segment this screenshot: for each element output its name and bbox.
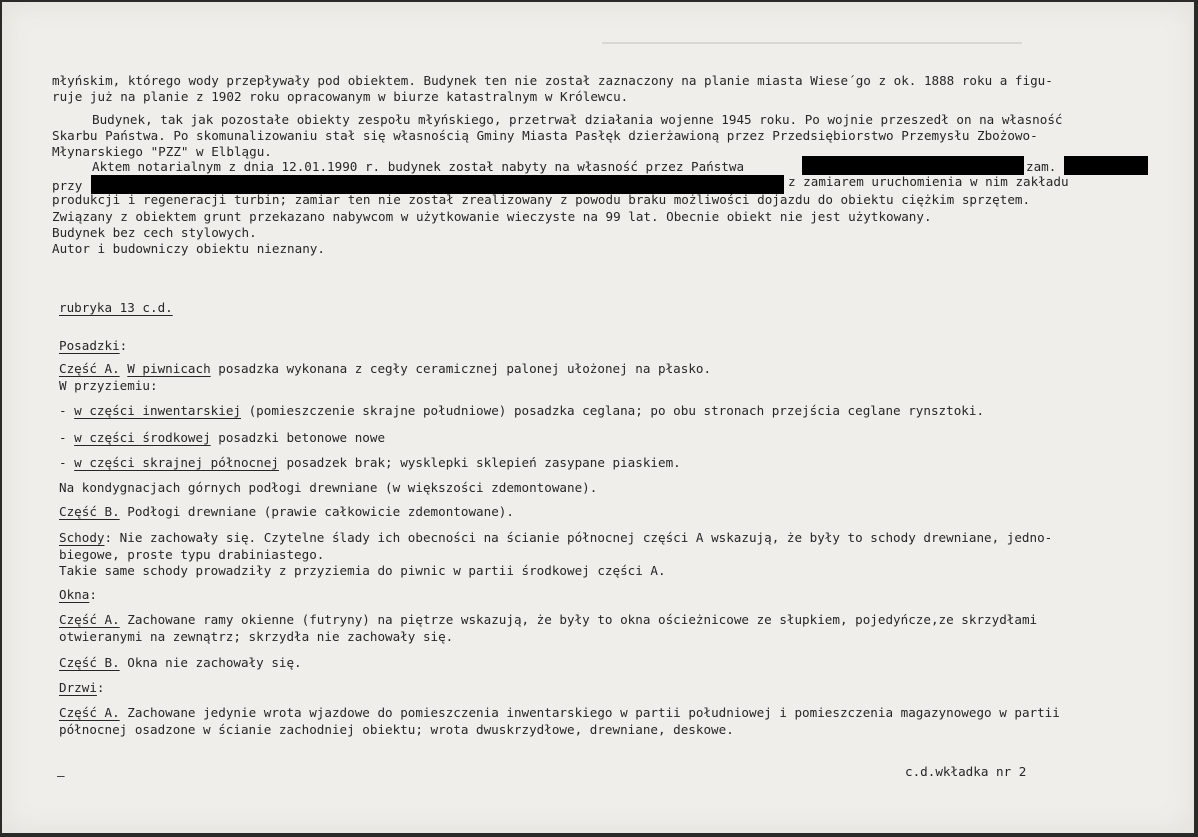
posadzki-a-label: Część A. [59, 361, 120, 376]
posadzki-item-label: w części środkowej [74, 430, 211, 445]
okna-heading: Okna [59, 587, 90, 602]
okna-a-label: Część A. [59, 612, 120, 627]
intro-line-1: młyńskim, którego wody przepływały pod obiektem. Budynek ten nie został zaznaczony na planie miasta Wiese´go z ok. 1888 roku a figu- [52, 73, 1053, 88]
redaction-box [1064, 156, 1148, 175]
para3-line-4: Związany z obiektem grunt przekazano nabywcom w użytkowanie wieczyste na 99 lat. Obecnie obiekt nie jest użytkowany. [52, 209, 932, 224]
posadzki-item-text: (pomieszczenie skrajne południowe) posadzka ceglana; po obu stronach przejścia ceglane rynsztoki. [240, 403, 985, 418]
posadzki-item-label: w części inwentarskiej [74, 403, 241, 418]
schody-line-2: biegowe, proste typu drabiniastego. [59, 547, 325, 562]
posadzki-item-1 [59, 403, 984, 419]
faint-bleed-through [602, 42, 1022, 44]
posadzki-heading: Posadzki [59, 338, 120, 353]
dash-mark: – [57, 768, 65, 783]
drzwi-a-line-1 [59, 705, 1060, 721]
drzwi-a-text-1: Zachowane jedynie wrota wjazdowe do pomieszczenia inwentarskiego w partii południowej i pomieszczenia magazynowego w partii [119, 705, 1060, 720]
okna-b-text: Okna nie zachowały się. [119, 655, 302, 670]
schody-text-1: : Nie zachowały się. Czytelne ślady ich obecności na ścianie północnej części A wskazują, że były to schody drewniane, jedno- [104, 530, 1053, 545]
posadzki-item-text: posadzki betonowe nowe [210, 430, 386, 445]
posadzki-heading-line [59, 338, 127, 354]
posadzki-ground: W przyziemiu: [59, 378, 158, 393]
drzwi-a-label: Część A. [59, 705, 120, 720]
para3-line-1b: zam. [1026, 159, 1057, 174]
okna-colon: : [89, 587, 97, 602]
drzwi-heading-line [59, 680, 105, 696]
drzwi-colon: : [96, 680, 105, 695]
okna-a-text-1: Zachowane ramy okienne (futryny) na piętrze wskazują, że były to okna ościeżnicowe ze słupkiem, pojedyńcze,ze skrzydłami [119, 612, 1038, 627]
footer-continuation: c.d.wkładka nr 2 [905, 764, 1027, 779]
okna-b-label: Część B. [59, 655, 120, 670]
para2-line-2: Skarbu Państwa. Po skomunalizowaniu stał się własnością Gminy Miasta Pasłęk dzierżawioną przez Przedsiębiorstwo Przemysłu Zbożowo- [52, 128, 1038, 143]
para3-line-2a: przy [52, 178, 83, 193]
document-page [2, 2, 1194, 833]
okna-heading-line [59, 587, 97, 603]
posadzki-a-text: posadzka wykonana z cegły ceramicznej palonej ułożonej na płasko. [210, 361, 712, 376]
para3-line-3: produkcji i regeneracji turbin; zamiar ten nie został zrealizowany z powodu braku możliwości dojazdu do obiektu ciężkim sprzętem. [52, 192, 1031, 207]
posadzki-item-2 [59, 430, 385, 446]
posadzki-a-sub: W piwnicach [127, 361, 211, 376]
posadzki-upper: Na kondygnacjach górnych podłogi drewniane (w większości zdemontowane). [59, 480, 598, 495]
posadzki-item-label: w części skrajnej północnej [74, 455, 279, 470]
para3-line-6: Autor i budowniczy obiektu nieznany. [52, 241, 325, 256]
posadzki-item-prefix: - [59, 430, 75, 445]
okna-a-line-2: otwieranymi na zewnątrz; skrzydła nie zachowały się. [59, 629, 454, 644]
para3-line-2b: z zamiarem uruchomienia w nim zakładu [788, 174, 1069, 189]
posadzki-colon: : [119, 338, 128, 353]
redaction-box [802, 156, 1024, 175]
drzwi-heading: Drzwi [59, 680, 97, 695]
rubric-heading: rubryka 13 c.d. [59, 300, 173, 315]
schody-line-3: Takie same schody prowadziły z przyziemia do piwnic w partii środkowej części A. [59, 563, 666, 578]
schody-line-1 [59, 530, 1052, 546]
para3-line-5: Budynek bez cech stylowych. [52, 225, 257, 240]
posadzki-a-line [59, 361, 711, 377]
para3-line-1a: Aktem notarialnym z dnia 12.01.1990 r. budynek został nabyty na własność przez Państwa [92, 159, 745, 174]
schody-heading: Schody [59, 530, 105, 545]
intro-line-2: ruje już na planie z 1902 roku opracowanym w biurze katastralnym w Królewcu. [52, 89, 629, 104]
posadzki-item-3 [59, 455, 681, 471]
para2-line-1: Budynek, tak jak pozostałe obiekty zespołu młyńskiego, przetrwał działania wojenne 1945 roku. Po wojnie przeszedł on na własność [92, 112, 1063, 127]
posadzki-b-label: Część B. [59, 504, 120, 519]
okna-b-line [59, 655, 302, 671]
posadzki-b-line [59, 504, 514, 520]
posadzki-item-text: posadzek brak; wysklepki sklepień zasypane piaskiem. [278, 455, 681, 470]
okna-a-line-1 [59, 612, 1037, 628]
posadzki-item-prefix: - [59, 403, 75, 418]
posadzki-item-prefix: - [59, 455, 75, 470]
drzwi-a-line-2: północnej osadzone w ścianie zachodniej obiektu; wrota dwuskrzydłowe, drewniane, deskowe. [59, 722, 734, 737]
para2-line-3: Młynarskiego "PZZ" w Elblągu. [52, 144, 272, 159]
posadzki-b-text: Podłogi drewniane (prawie całkowicie zdemontowane). [119, 504, 514, 519]
